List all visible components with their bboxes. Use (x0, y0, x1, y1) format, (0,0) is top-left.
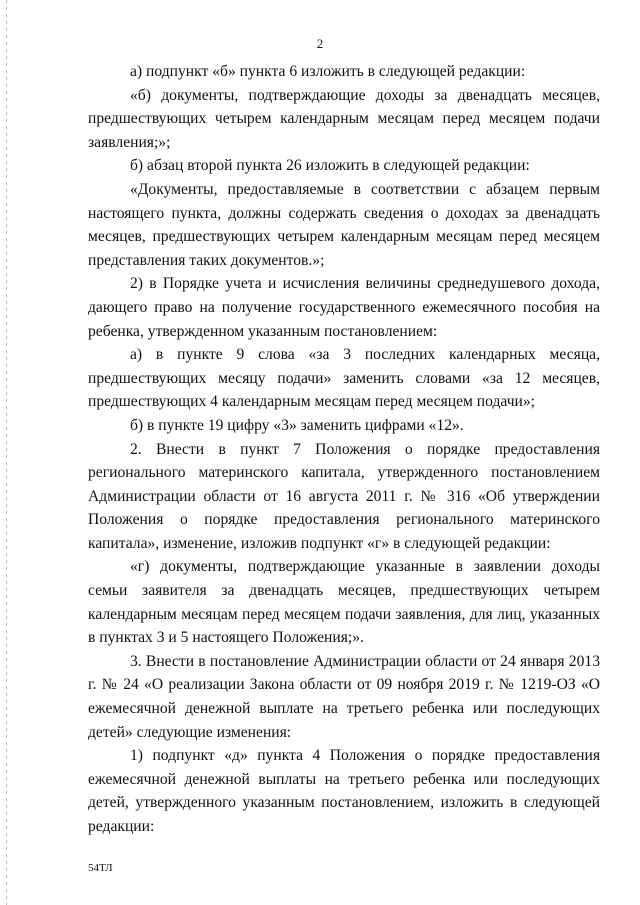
scan-edge-line (6, 0, 7, 905)
paragraph-2: «б) документы, подтверждающие доходы за двенадцать месяцев, предшествующих четырем календарным месяцам перед месяцем подачи заявления;»; (88, 86, 600, 151)
paragraph-6: а) в пункте 9 слова «за 3 последних календарных месяца, предшествующих месяцу подачи» заменить словами «за 12 месяцев, предшествующих 4 календарным месяцам перед месяцем подачи»; (88, 346, 600, 411)
paragraph-8: 2. Внести в пункт 7 Положения о порядке предоставления регионального материнского капитала, утвержденного постановлением Администрации области от 16 августа 2011 г. № 316 «Об утверждении Положения о порядке предоставления регионального материнского капитала», изменение, изложив подпункт «г» в следующей редакции: (88, 440, 600, 552)
paragraph-3: б) абзац второй пункта 26 изложить в следующей редакции: (130, 157, 530, 175)
paragraph-5: 2) в Порядке учета и исчисления величины среднедушевого дохода, дающего право на получение государственного ежемесячного пособия на ребенка, утвержденном указанным постановлением: (88, 275, 600, 340)
paragraph-10: 3. Внести в постановление Администрации области от 24 января 2013 г. № 24 «О реализации Закона области от 09 ноября 2019 г. № 1219-ОЗ «О ежемесячной денежной выплате на третьего ребенка или последующих детей» следующие изменения: (88, 652, 600, 741)
document-body (88, 60, 600, 839)
paragraph-11: 1) подпункт «д» пункта 4 Положения о порядке предоставления ежемесячной денежной выплаты на третьего ребенка или последующих детей, утвержденного указанным постановлением, изложить в следующей редакции: (88, 747, 600, 835)
page-number: 2 (316, 36, 324, 51)
paragraph-4: «Документы, предоставляемые в соответствии с абзацем первым настоящего пункта, должны содержать сведения о доходах за двенадцать месяцев, предшествующих четырем календарным месяцам перед месяцем представления таких документов.»; (88, 180, 600, 269)
footer-code: 54ТЛ (88, 862, 113, 874)
paragraph-7: б) в пункте 19 цифру «3» заменить цифрами «12». (130, 416, 464, 434)
paragraph-1: а) подпункт «б» пункта 6 изложить в следующей редакции: (130, 63, 526, 80)
paragraph-9: «г) документы, подтверждающие указанные в заявлении доходы семьи заявителя за двенадцать месяцев, предшествующих четырем календарным месяцам перед месяцем подачи заявления, для лиц, указанных в пунктах 3 и 5 настоящего Положения;». (88, 558, 600, 647)
